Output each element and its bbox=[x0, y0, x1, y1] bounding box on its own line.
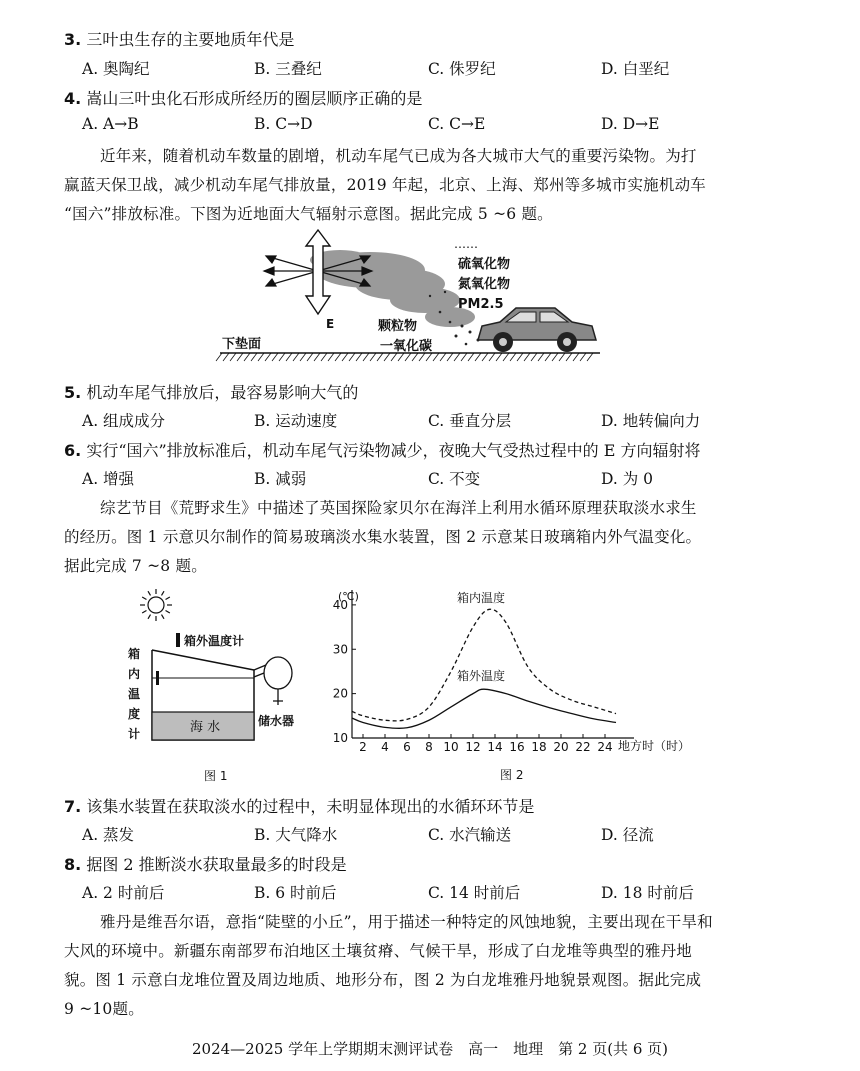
question-4 bbox=[64, 86, 422, 109]
inner-thermometer-label bbox=[128, 646, 140, 741]
question-text: 嵩山三叶虫化石形成所经历的圈层顺序正确的是 bbox=[86, 89, 423, 108]
svg-text:计: 计 bbox=[128, 727, 141, 741]
reservoir-label: 储水器 bbox=[258, 714, 295, 728]
particles-label: 颗粒物 bbox=[378, 319, 418, 334]
x-tick-label: 16 bbox=[509, 740, 525, 754]
outer-thermometer-icon bbox=[176, 633, 180, 647]
option-a: A. 2 时前后 bbox=[82, 884, 165, 902]
question-5 bbox=[64, 380, 358, 403]
option-c: C. 不变 bbox=[428, 470, 481, 488]
series-label-outer: 箱外温度 bbox=[457, 669, 506, 683]
question-8 bbox=[64, 852, 347, 875]
x-tick-label: 18 bbox=[531, 740, 547, 754]
option-d: D. D→E bbox=[601, 115, 660, 133]
passage-line: 的经历。图 1 示意贝尔制作的简易玻璃淡水集水装置，图 2 示意某日玻璃箱内外气温变化。 bbox=[64, 528, 702, 546]
figure-1-caption: 图 1 bbox=[204, 769, 228, 783]
option-a: A. 蒸发 bbox=[82, 826, 135, 844]
svg-text:温: 温 bbox=[128, 687, 141, 701]
figure-2-caption: 图 2 bbox=[500, 768, 524, 782]
option-a: A. 奥陶纪 bbox=[82, 60, 150, 78]
ground-surface bbox=[216, 353, 600, 361]
x-tick-label: 14 bbox=[487, 740, 503, 754]
sun-icon bbox=[140, 589, 172, 621]
passage-line: 综艺节目《荒野求生》中描述了英国探险家贝尔在海洋上利用水循环原理获取淡水求生 bbox=[100, 499, 697, 517]
temperature-chart bbox=[320, 582, 740, 790]
option-a: A. A→B bbox=[82, 115, 139, 133]
option-a: A. 组成成分 bbox=[82, 412, 166, 430]
question-text: 机动车尾气排放后，最容易影响大气的 bbox=[86, 383, 359, 402]
option-d: D. 地转偏向力 bbox=[601, 412, 701, 430]
question-text: 该集水装置在获取淡水的过程中，未明显体现出的水循环环节是 bbox=[86, 797, 535, 816]
dots-label: …… bbox=[454, 237, 478, 251]
y-tick-label: 20 bbox=[332, 686, 348, 701]
x-tick-label: 12 bbox=[465, 740, 481, 754]
passage-line: 近年来，随着机动车数量的剧增，机动车尾气已成为各大城市大气的重要污染物。为打 bbox=[100, 147, 697, 165]
svg-text:内: 内 bbox=[128, 667, 141, 681]
option-c: C. 水汽输送 bbox=[428, 826, 512, 844]
option-c: C. 垂直分层 bbox=[428, 412, 512, 430]
seawater-label: 海 水 bbox=[190, 720, 221, 735]
x-tick-label: 22 bbox=[575, 740, 591, 754]
radiation-figure bbox=[200, 222, 620, 372]
passage-line: 9 ~10题。 bbox=[64, 1000, 144, 1018]
question-number: 7. bbox=[64, 797, 82, 816]
y-tick-label: 40 bbox=[332, 597, 348, 612]
question-text: 实行“国六”排放标准后，机动车尾气污染物减少，夜晚大气受热过程中的 E 方向辐射将 bbox=[86, 441, 701, 460]
reservoir-icon bbox=[254, 657, 292, 705]
pm25-label: PM2.5 bbox=[458, 297, 504, 312]
question-3 bbox=[64, 27, 294, 50]
series-label-inner: 箱内温度 bbox=[457, 591, 506, 605]
passage-line: 赢蓝天保卫战，减少机动车尾气排放量，2019 年起，北京、上海、郑州等多城市实施机动车 bbox=[64, 176, 706, 194]
passage-line: 据此完成 7 ~8 题。 bbox=[64, 557, 207, 575]
x-tick-label: 6 bbox=[403, 740, 411, 754]
svg-text:度: 度 bbox=[128, 707, 141, 721]
x-tick-label: 24 bbox=[597, 740, 613, 754]
x-tick-label: 10 bbox=[443, 740, 459, 754]
x-tick-label: 2 bbox=[359, 740, 367, 754]
question-text: 据图 2 推断淡水获取量最多的时段是 bbox=[86, 855, 347, 874]
ground-label: 下垫面 bbox=[222, 337, 262, 352]
option-b: B. C→D bbox=[254, 115, 313, 133]
x-tick-label: 4 bbox=[381, 740, 389, 754]
outer-thermometer-label: 箱外温度计 bbox=[184, 634, 245, 648]
option-b: B. 大气降水 bbox=[254, 826, 338, 844]
option-c: C. C→E bbox=[428, 115, 486, 133]
question-7 bbox=[64, 794, 534, 817]
question-number: 3. bbox=[64, 30, 82, 49]
option-d: D. 径流 bbox=[601, 826, 654, 844]
question-number: 6. bbox=[64, 441, 82, 460]
y-tick-label: 10 bbox=[332, 731, 348, 745]
option-b: B. 运动速度 bbox=[254, 412, 338, 430]
x-axis-label: 地方时（时） bbox=[618, 739, 691, 753]
car-icon bbox=[478, 308, 596, 352]
option-b: B. 减弱 bbox=[254, 470, 307, 488]
option-a: A. 增强 bbox=[82, 470, 135, 488]
nox-label: 氮氧化物 bbox=[458, 277, 511, 292]
option-c: C. 14 时前后 bbox=[428, 884, 521, 902]
passage-line: 貌。图 1 示意白龙堆位置及周边地质、地形分布，图 2 为白龙堆雅丹地貌景观图。据此完成 bbox=[64, 971, 702, 989]
question-6 bbox=[64, 438, 701, 461]
question-number: 5. bbox=[64, 383, 82, 402]
question-number: 8. bbox=[64, 855, 82, 874]
passage-line: 大风的环境中。新疆东南部罗布泊地区土壤贫瘠、气候干旱，形成了白龙堆等典型的雅丹地 bbox=[64, 942, 693, 960]
option-c: C. 侏罗纪 bbox=[428, 60, 496, 78]
x-tick-label: 20 bbox=[553, 740, 569, 754]
passage-line: “国六”排放标准。下图为近地面大气辐射示意图。据此完成 5 ~6 题。 bbox=[64, 205, 553, 223]
option-d: D. 白垩纪 bbox=[601, 60, 670, 78]
exhaust-smoke bbox=[310, 250, 475, 327]
option-b: B. 6 时前后 bbox=[254, 884, 337, 902]
y-tick-label: 30 bbox=[332, 642, 348, 657]
svg-text:箱: 箱 bbox=[128, 647, 141, 661]
still-apparatus-figure bbox=[118, 585, 318, 790]
page-footer: 2024—2025 学年上学期期末测评试卷 高一 地理 第 2 页(共 6 页) bbox=[192, 1040, 668, 1058]
passage-line: 雅丹是维吾尔语，意指“陡壁的小丘”，用于描述一种特定的风蚀地貌，主要出现在干旱和 bbox=[100, 913, 713, 931]
sox-label: 硫氧化物 bbox=[458, 257, 511, 272]
series-line-inner bbox=[352, 609, 616, 721]
inner-thermometer-icon bbox=[156, 671, 159, 685]
x-tick-label: 8 bbox=[425, 740, 433, 754]
series-line-outer bbox=[352, 689, 616, 728]
option-b: B. 三叠纪 bbox=[254, 60, 322, 78]
e-label: E bbox=[326, 317, 335, 331]
co-label: 一氧化碳 bbox=[380, 339, 433, 354]
option-d: D. 为 0 bbox=[601, 470, 654, 488]
option-d: D. 18 时前后 bbox=[601, 884, 694, 902]
question-text: 三叶虫生存的主要地质年代是 bbox=[86, 30, 295, 49]
y-axis-label: (℃) bbox=[338, 590, 359, 603]
question-number: 4. bbox=[64, 89, 82, 108]
